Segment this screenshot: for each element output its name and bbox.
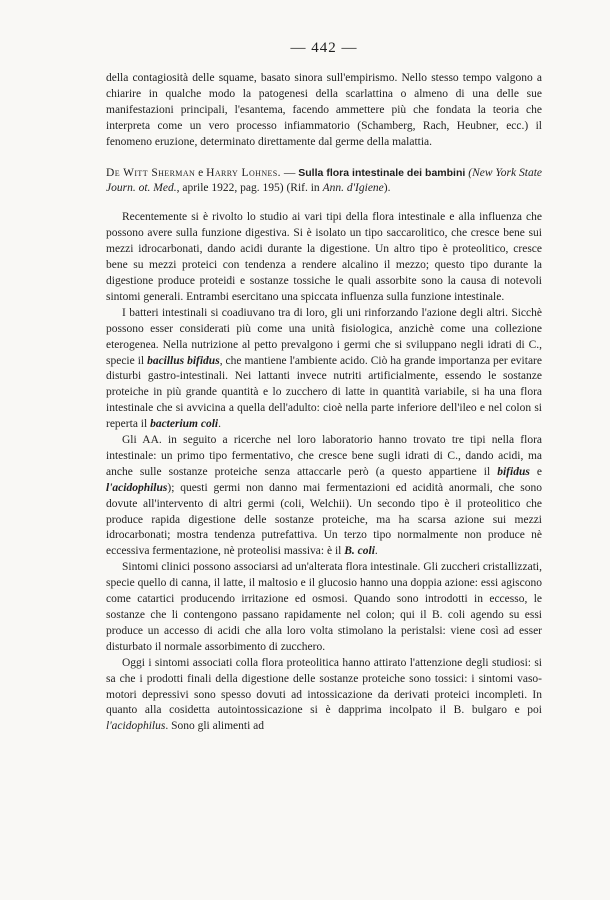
page — [106, 40, 542, 735]
p5-text-a: Oggi i sintomi associati colla flora proteolitica hanno attirato l'attenzione degli studiosi: si sa che i prodotti finali della digestione delle sostanze proteiche sono tossici: i sintomi vaso-motori depressivi sono spesso dovuti ad intossicazione da derivati proteici incompleti. In quanto alla cosidetta autointossicazione si è dapprima incolpato il B. bulgaro e poi — [106, 656, 542, 717]
article-source: Ann. d'Igiene — [322, 182, 384, 195]
body-paragraph-1: Recentemente si è rivolto lo studio ai vari tipi della flora intestinale e alla influenza che possono avere sulla funzione digestiva. Si è isolato un tipo saccarolitico, che cresce bene sui mezzi idrocarbonati, dando acidi durante la digestione. Un altro tipo è proteolitico, cresce bene su mezzi proteici con tendenza a rendere alcalino il mezzo; questo tipo durante la digestione produce proteidi e sostanze tossiche le quali assorbite sono la causa di notevoli sintomi generali. Entrambi esercitano una spiccata influenza sulla funzione intestinale. — [106, 211, 542, 303]
body-paragraph-4: Sintomi clinici possono associarsi ad un'alterata flora intestinale. Gli zuccheri cristallizzati, specie quello di canna, il latte, il maltosio e il glucosio hanno una doppia azione: essi agiscono come catartici producendo irritazione ed osmosi. Quando sono introdotti in eccesso, le sostanze che li contengono passano rapidamente nel colon; qui il B. coli agendo su essi produce un accesso di acidi che alla loro volta stimolano la peristalsi: viene così ad esser disturbato il normale assorbimento di zucchero. — [106, 561, 542, 653]
article-title: Sulla flora intestinale dei bambini — [298, 166, 466, 179]
article-author-2: Harry Lohnes. — [206, 166, 281, 179]
p2-term-bacterium-coli: bacterium coli — [150, 418, 219, 431]
intro-paragraph: della contagiosità delle squame, basato sinora sull'empirismo. Nello stesso tempo valgono a chiarire in qualche modo la patogenesi della scarlattina o almeno di una delle sue manifestazioni principali, l'esantema, facendo ammettere più che fondata la teoria che interpreta come un vero processo infiammatorio (Schamberg, Rach, Heubner, ecc.) il fenomeno eruzione, determinato direttamente dal germe della malattia. — [106, 72, 542, 148]
p2-term-bacillus-bifidus: bacillus bifidus — [147, 354, 220, 367]
article-dash: — — [280, 166, 299, 179]
body-paragraph-3 — [106, 433, 542, 560]
p2-text-c: , che mantiene l'ambiente acido. Ciò ha grande importanza per evitare disturbi gastro-intestinali. Nei lattanti invece nutriti artificialmente, essendo le sostanze proteiche in più grande quantità e lo zucchero di latte in quantità variabile, si ha una flora intestinale che si avvicina a quella dell'adulto: cioè nella parte inferiore dell'ileo e nel colon si reperta il — [106, 354, 542, 431]
p5-text-c: . Sono gli alimenti ad — [165, 720, 265, 733]
p3-text-d: ); questi germi non danno mai fermentazioni ed acidità anormali, che sono dovute all'intervento di altri germi (coli, Welchii). Un secondo tipo è il proteolitico che produce rapida digestione delle sostanze proteiche, ma ha scarsa azione sui mezzi idrocarbonati; mostra tendenza putrefattiva. Un terzo tipo normalmente non produce nè eccessiva fermentazione, nè proteolisi massiva: è il — [106, 481, 542, 558]
p3-term-acidophilus: l'acidophilus — [106, 481, 168, 494]
article-author-1: De Witt Sherman — [106, 166, 196, 179]
body-paragraph-2 — [106, 306, 542, 433]
p3-term-b-coli: B. coli — [344, 545, 375, 558]
article-ref-end: ). — [383, 182, 391, 195]
p2-text-d: . — [218, 418, 221, 431]
p3-term-bifidus: bifidus — [497, 465, 530, 478]
article-heading — [106, 166, 542, 198]
p3-text-a: Gli AA. in seguito a ricerche nel loro laboratorio hanno trovato tre tipi nella flora intestinale: un primo tipo fermentativo, che cresce bene sugli idrati di C., dando acidi, ma anche sulle sostanze proteiche senza attaccarle però (a questo appartiene il — [106, 434, 542, 478]
article-date: , aprile 1922, pag. 195) (Rif. in — [176, 182, 323, 195]
article-journal: (New York State Journ. ot. Med. — [106, 166, 543, 195]
p5-term-acidophilus: l'acidophilus — [106, 720, 166, 733]
p3-text-c: e — [529, 465, 542, 478]
page-number: — 442 — — [290, 40, 358, 56]
article-author-conjunction: e — [195, 166, 207, 179]
body-paragraph-5 — [106, 656, 542, 736]
p2-text-a: I batteri intestinali si coadiuvano tra di loro, gli uni rinforzando l'azione degli altri. Sicchè possono esser considerati più come una unità fisiologica, anzichè come una collezione eterogenea. Nella nutrizione al petto prevalgono i germi che si sviluppano negli idrati di C., specie il — [106, 306, 542, 367]
p3-text-e: . — [374, 545, 378, 558]
